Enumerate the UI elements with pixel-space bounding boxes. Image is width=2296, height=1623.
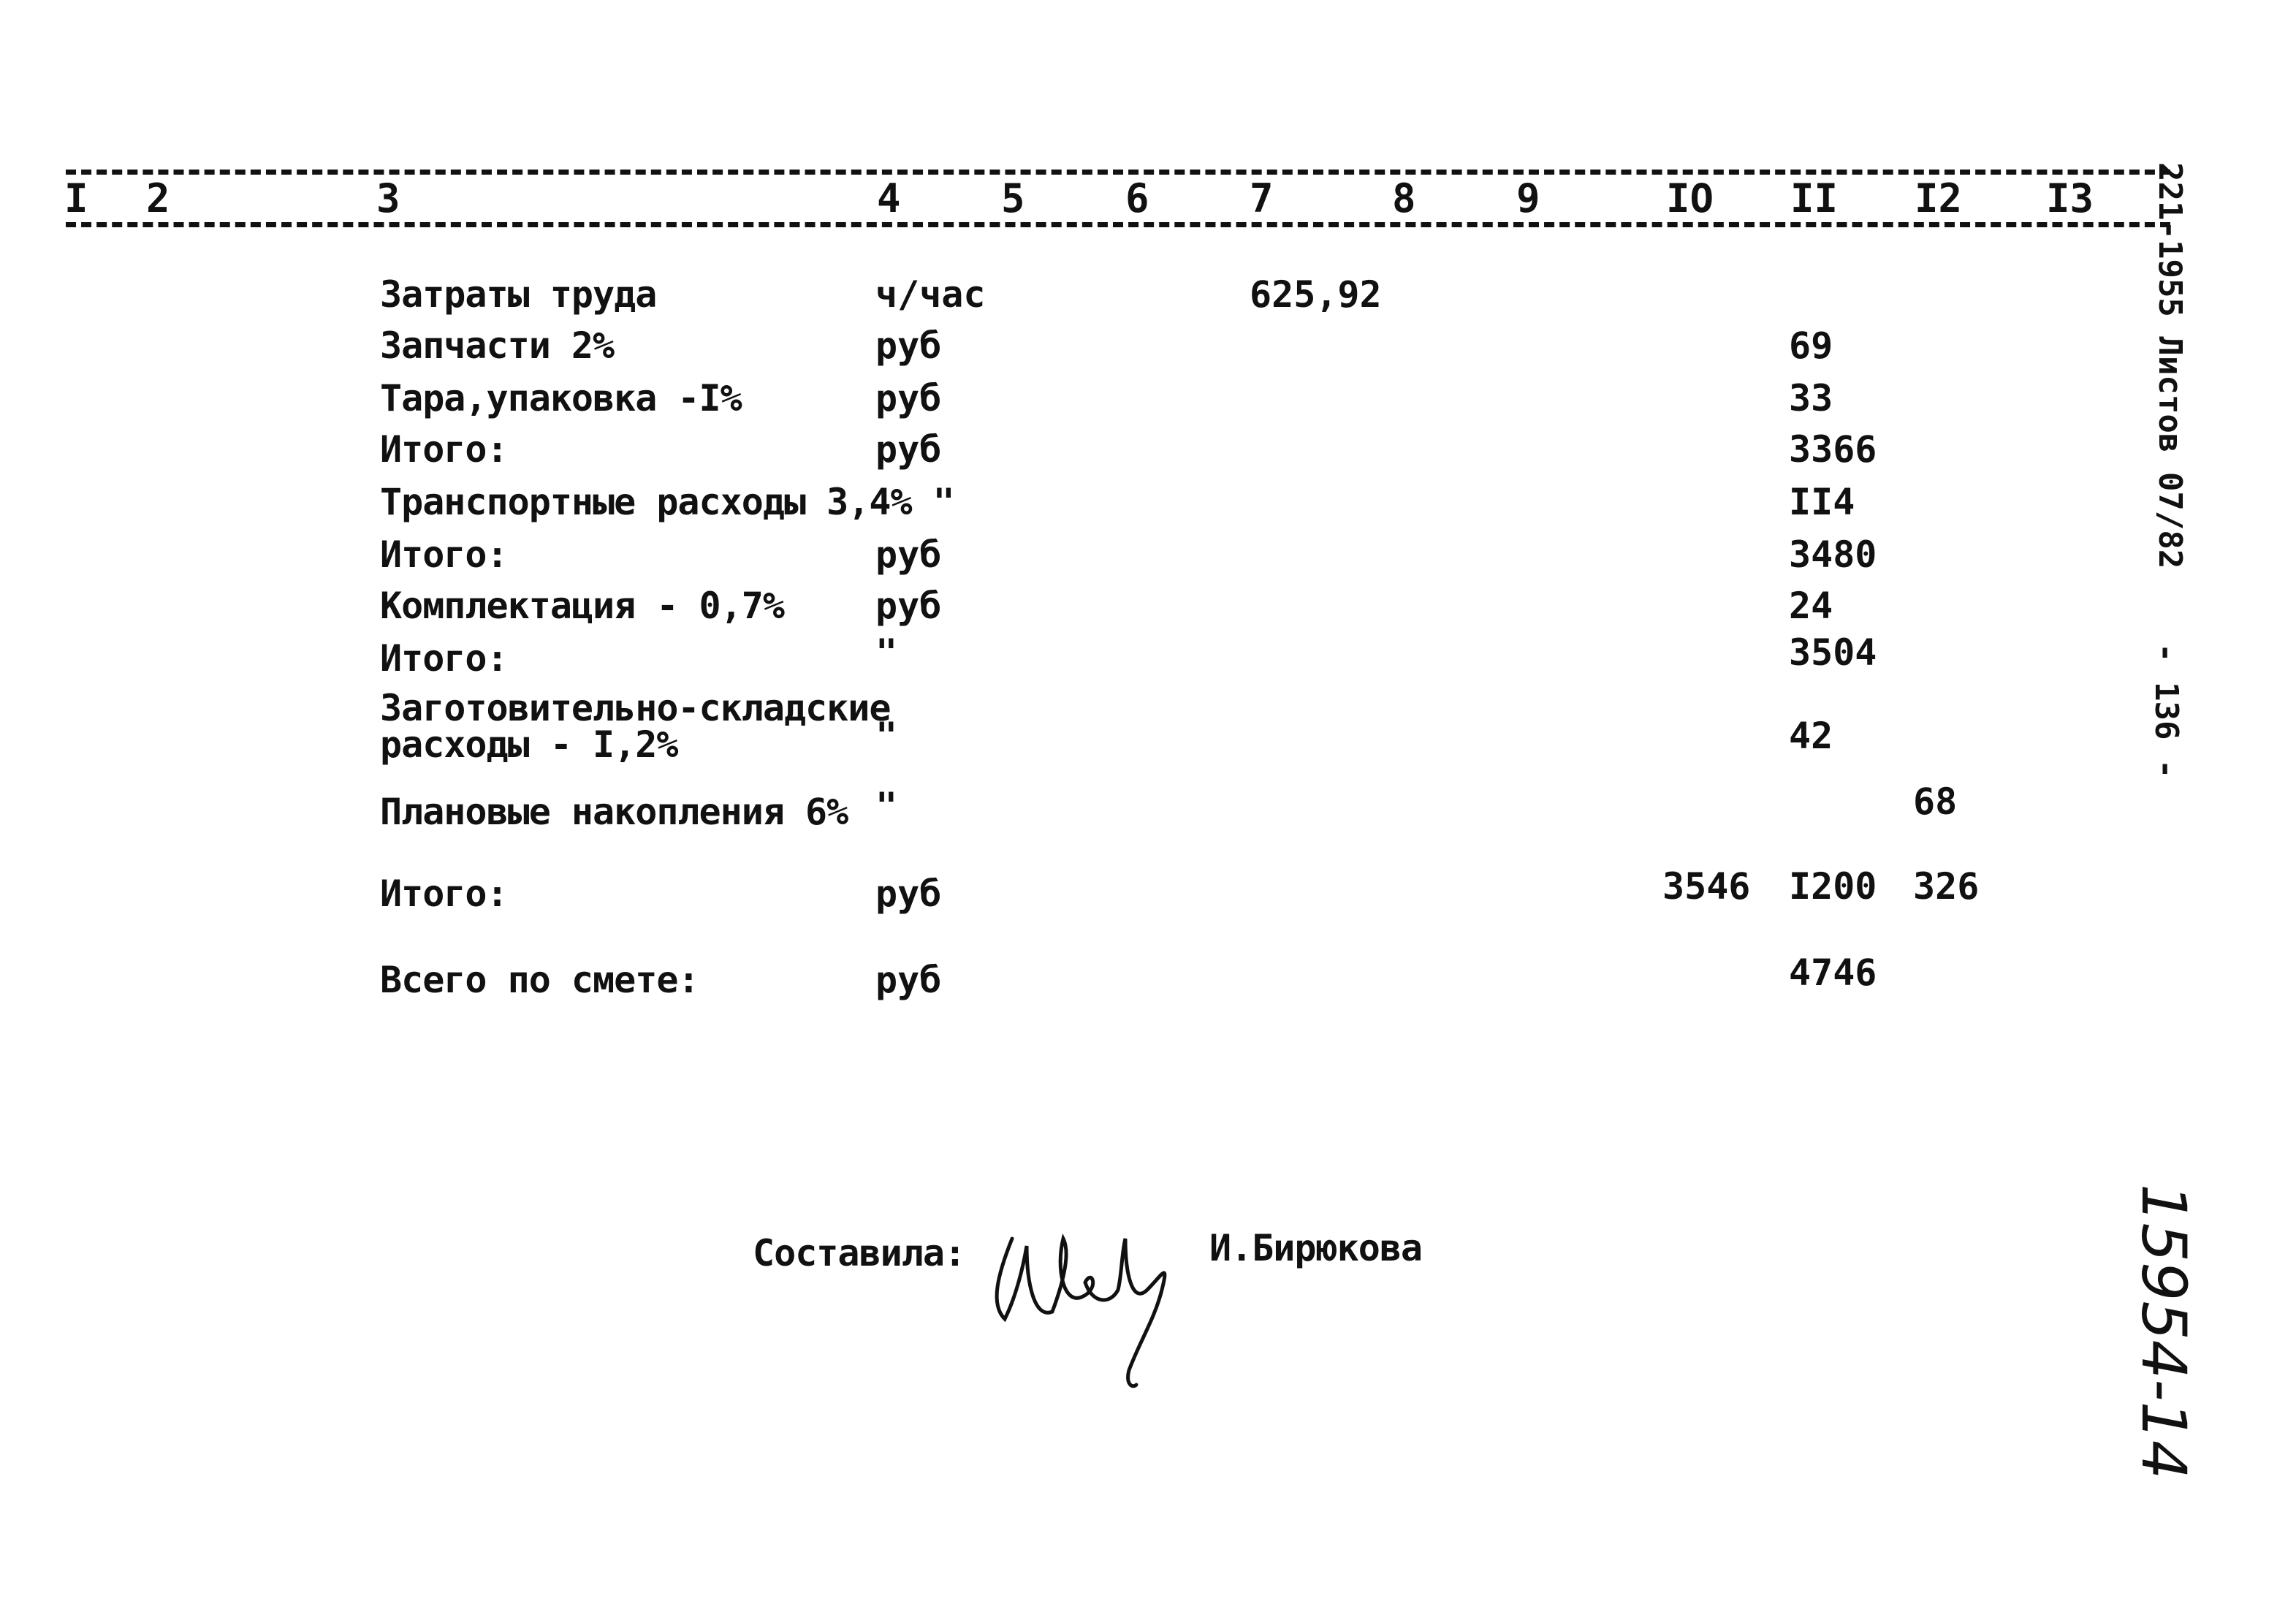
header-top-rule	[66, 170, 2170, 175]
row-label-continuation: расходы - I,2%	[380, 723, 678, 766]
column-number-13: I3	[2046, 175, 2094, 221]
row-col11-value: 69	[1789, 324, 1833, 367]
signature-image	[983, 1209, 1195, 1392]
row-label: Запчасти 2%	[380, 324, 615, 367]
row-col11-value: I200	[1789, 865, 1877, 908]
row-col11-value: 24	[1789, 585, 1833, 627]
row-col12-value: 326	[1913, 865, 1980, 908]
compiled-by-label: Составила:	[753, 1232, 966, 1274]
row-label: Всего по смете:	[380, 959, 699, 1001]
column-number-2: 2	[146, 175, 170, 221]
column-number-9: 9	[1516, 175, 1540, 221]
column-number-10: IO	[1666, 175, 1714, 221]
row-col11-value: II4	[1789, 481, 1855, 523]
row-col11-value: 33	[1789, 377, 1833, 419]
row-unit: руб	[875, 533, 942, 576]
row-col11-value: 42	[1789, 715, 1833, 757]
column-number-12: I2	[1915, 175, 1963, 221]
column-number-5: 5	[1001, 175, 1025, 221]
row-unit: руб	[875, 585, 942, 627]
row-unit: "	[875, 715, 898, 757]
row-unit: ч/час	[875, 273, 986, 316]
column-number-1: I	[64, 175, 88, 221]
header-bottom-rule	[66, 222, 2170, 227]
row-col7-value: 625,92	[1250, 273, 1382, 316]
column-number-11: II	[1790, 175, 1839, 221]
row-unit: руб	[875, 428, 942, 471]
column-number-7: 7	[1250, 175, 1274, 221]
row-label: Итого:	[380, 428, 508, 471]
row-unit: руб	[875, 377, 942, 419]
margin-top-note: 221-1955 Листов 07/82	[2151, 162, 2189, 569]
row-col11-value: 4746	[1789, 951, 1877, 994]
row-label: Затраты труда	[380, 273, 657, 316]
row-col11-value: 3504	[1789, 631, 1877, 674]
row-label: Итого:	[380, 637, 508, 680]
row-label: Итого:	[380, 533, 508, 576]
row-label: Транспортные расходы 3,4% "	[380, 481, 954, 523]
row-unit: "	[875, 631, 898, 674]
row-label: Итого:	[380, 873, 508, 915]
row-col10-value: 3546	[1662, 865, 1751, 908]
row-col11-value: 3366	[1789, 428, 1877, 471]
compiler-name: И.Бирюкова	[1209, 1227, 1423, 1269]
column-number-6: 6	[1125, 175, 1149, 221]
column-number-3: 3	[376, 175, 400, 221]
column-number-8: 8	[1392, 175, 1416, 221]
row-unit: руб	[875, 873, 942, 915]
column-number-4: 4	[877, 175, 901, 221]
row-col11-value: 3480	[1789, 533, 1877, 576]
row-label: Плановые накопления 6%	[380, 791, 848, 833]
row-label: Комплектация - 0,7%	[380, 585, 784, 627]
margin-document-number: 15954-14	[2128, 1184, 2200, 1480]
margin-page-number: - 136 -	[2148, 643, 2185, 779]
row-label: Тара,упаковка -I%	[380, 377, 742, 419]
row-label: Заготовительно-складские	[380, 687, 891, 729]
row-col12-value: 68	[1913, 780, 1958, 823]
row-unit: "	[875, 785, 898, 827]
row-unit: руб	[875, 959, 942, 1001]
row-unit: руб	[875, 324, 942, 367]
